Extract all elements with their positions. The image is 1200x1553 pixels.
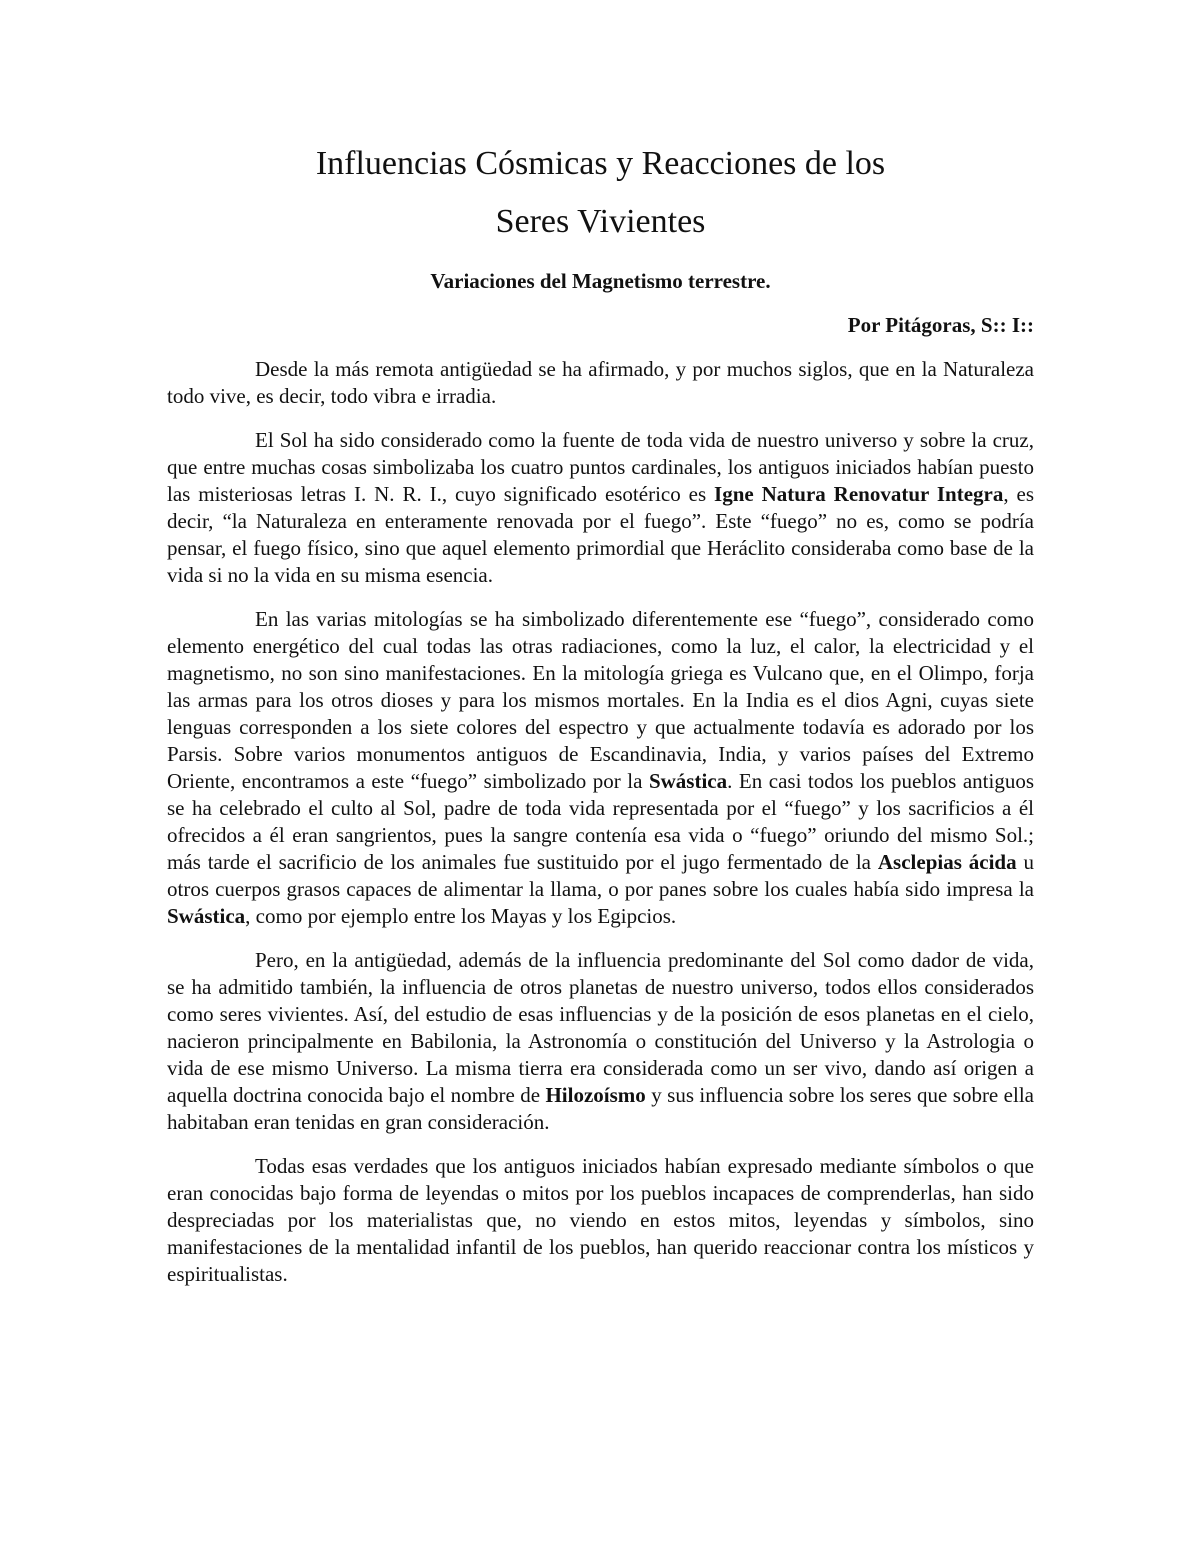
text-segment: Pero, en la antigüedad, además de la influencia predominante del Sol como dador de vida, se ha admitido también, la influencia de otros planetas de nuestro universo, todos ellos considerados como seres vivientes. Así, del estudio de esas influencias y de la posición de esos planetas en el cielo, nacieron principalmente en Babilonia, la Astronomía o constitución del Universo y la Astrologia o vida de ese mismo Universo. La misma tierra era considerada como un ser vivo, dando así origen a aquella doctrina conocida bajo el nombre de xyxy=(167,948,1034,1107)
bold-term: Swástica xyxy=(167,904,246,928)
document-subtitle: Variaciones del Magnetismo terrestre. xyxy=(430,269,771,293)
paragraph xyxy=(167,427,1034,589)
text-segment: , como por ejemplo entre los Mayas y los Egipcios. xyxy=(245,904,677,928)
document-body xyxy=(167,356,1034,1288)
text-segment: El Sol ha sido considerado como la fuente de toda vida de nuestro universo y sobre la cruz, que entre muchas cosas simbolizaba los cuatro puntos cardinales, los antiguos iniciados habían puesto las misteriosas letras I. N. R. I., cuyo significado esotérico es xyxy=(167,428,1034,506)
document-page xyxy=(167,135,1034,1288)
paragraph xyxy=(167,1153,1034,1288)
bold-term: Asclepias ácida xyxy=(877,850,1017,874)
text-segment: . En casi todos los pueblos antiguos se ha celebrado el culto al Sol, padre de toda vida representada por el “fuego” y los sacrificios a él ofrecidos a él eran sangrientos, pues la sangre contenía esa vida o “fuego” oriundo del mismo Sol.; más tarde el sacrificio de los animales fue sustituido por el jugo fermentado de la xyxy=(167,769,1035,874)
bold-term: Swástica xyxy=(648,769,728,793)
bold-term: Hilozoísmo xyxy=(545,1083,646,1107)
document-title xyxy=(167,135,1034,251)
paragraph xyxy=(167,947,1034,1136)
document-author: Por Pitágoras, S:: I:: xyxy=(847,313,1034,337)
paragraph xyxy=(167,356,1034,410)
text-segment: Todas esas verdades que los antiguos iniciados habían expresado mediante símbolos o que eran conocidas bajo forma de leyendas o mitos por los pueblos incapaces de comprenderlas, han sido despreciadas por los materialistas que, no viendo en estos mitos, leyendas y símbolos, sino manifestaciones de la mentalidad infantil de los pueblos, han querido reaccionar contra los místicos y espiritualistas. xyxy=(167,1154,1034,1286)
title-line-1: Influencias Cósmicas y Reacciones de los xyxy=(315,145,886,182)
text-segment: , es decir, “la Naturaleza en enteramente renovada por el fuego”. Este “fuego” no es, como se podría pensar, el fuego físico, sino que aquel elemento primordial que Heráclito consideraba como base de la vida si no la vida en su misma esencia. xyxy=(167,482,1035,587)
paragraph xyxy=(167,606,1034,930)
text-segment: u otros cuerpos grasos capaces de alimentar la llama, o por panes sobre los cuales había sido impresa la xyxy=(167,850,1034,901)
bold-term: Igne Natura Renovatur Integra xyxy=(714,482,1004,506)
title-line-2: Seres Vivientes xyxy=(495,203,706,240)
text-segment: En las varias mitologías se ha simbolizado diferentemente ese “fuego”, considerado como elemento energético del cual todas las otras radiaciones, como la luz, el calor, la electricidad y el magnetismo, no son sino manifestaciones. En la mitología griega es Vulcano que, en el Olimpo, forja las armas para los otros dioses y para los mismos mortales. En la India es el dios Agni, cuyas siete lenguas corresponden a los siete colores del espectro y que actualmente todavía es adorado por los Parsis. Sobre varios monumentos antiguos de Escandinavia, India, y varios países del Extremo Oriente, encontramos a este “fuego” simbolizado por la xyxy=(167,607,1034,793)
text-segment: Desde la más remota antigüedad se ha afirmado, y por muchos siglos, que en la Naturaleza todo vive, es decir, todo vibra e irradia. xyxy=(167,357,1034,408)
text-segment: y sus influencia sobre los seres que sobre ella habitaban eran tenidas en gran consideración. xyxy=(167,1083,1034,1134)
